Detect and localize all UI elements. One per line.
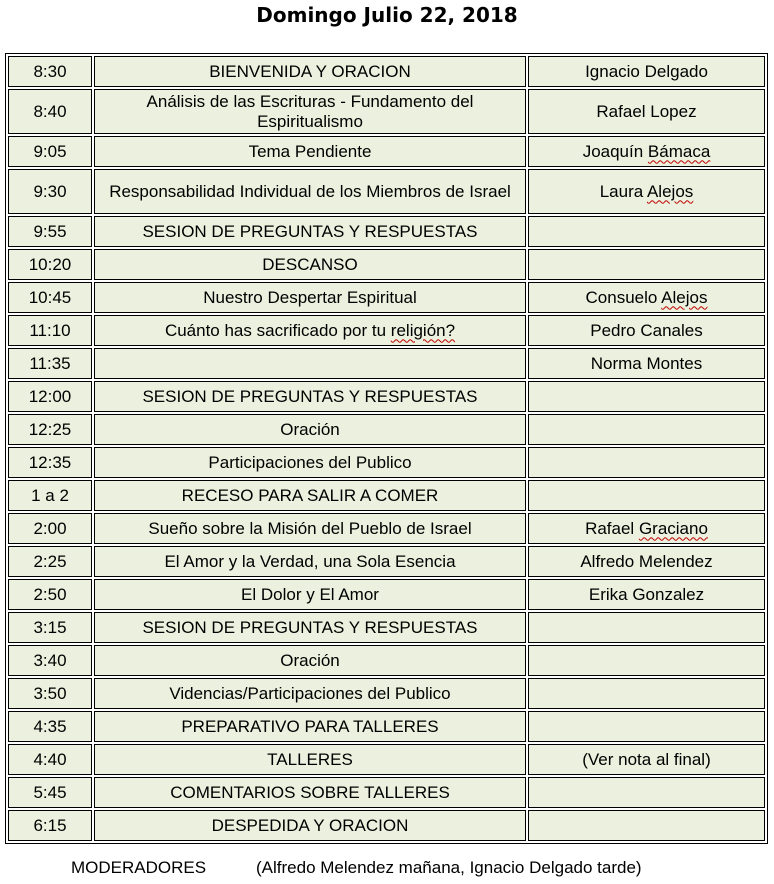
topic-cell: El Amor y la Verdad, una Sola Esencia: [94, 546, 526, 577]
schedule-row: [8, 744, 765, 775]
moderators-names: (Alfredo Melendez mañana, Ignacio Delgado tarde): [256, 858, 642, 877]
topic-cell: Sueño sobre la Misión del Pueblo de Israel: [94, 513, 526, 544]
schedule-row: [8, 579, 765, 610]
schedule-row: [8, 216, 765, 247]
speaker-cell: [528, 414, 765, 445]
time-cell: 2:00: [8, 513, 92, 544]
speaker-cell: [528, 381, 765, 412]
topic-cell: Análisis de las Escrituras - Fundamento del Espiritualismo: [94, 89, 526, 134]
speaker-text-spellcheck: Alejos: [646, 181, 694, 201]
schedule-row: [8, 315, 765, 346]
topic-cell: BIENVENIDA Y ORACION: [94, 56, 526, 87]
time-cell: 2:25: [8, 546, 92, 577]
time-cell: 8:30: [8, 56, 92, 87]
time-cell: 4:35: [8, 711, 92, 742]
page-title: Domingo Julio 22, 2018: [256, 3, 518, 27]
time-cell: 6:15: [8, 810, 92, 841]
time-cell: 5:45: [8, 777, 92, 808]
time-cell: 11:35: [8, 348, 92, 379]
time-cell: 10:45: [8, 282, 92, 313]
topic-cell: DESPEDIDA Y ORACION: [94, 810, 526, 841]
speaker-cell: Rafael Lopez: [528, 89, 765, 134]
topic-cell: SESION DE PREGUNTAS Y RESPUESTAS: [94, 381, 526, 412]
speaker-text: Consuelo: [585, 287, 662, 307]
time-cell: 4:40: [8, 744, 92, 775]
schedule-row: [8, 414, 765, 445]
topic-cell: DESCANSO: [94, 249, 526, 280]
topic-cell: Oración: [94, 645, 526, 676]
topic-cell: COMENTARIOS SOBRE TALLERES: [94, 777, 526, 808]
speaker-text: Joaquín: [582, 141, 648, 161]
time-cell: 11:10: [8, 315, 92, 346]
speaker-cell: [528, 645, 765, 676]
speaker-cell: Alfredo Melendez: [528, 546, 765, 577]
schedule-table: [5, 53, 768, 844]
time-cell: 12:35: [8, 447, 92, 478]
speaker-cell: [528, 216, 765, 247]
speaker-cell: [528, 136, 765, 167]
topic-cell: SESION DE PREGUNTAS Y RESPUESTAS: [94, 612, 526, 643]
speaker-cell: [528, 513, 765, 544]
schedule-row: [8, 711, 765, 742]
speaker-cell: [528, 612, 765, 643]
time-cell: 9:05: [8, 136, 92, 167]
speaker-cell: [528, 777, 765, 808]
time-cell: 8:40: [8, 89, 92, 134]
speaker-text-spellcheck: Bámaca: [647, 141, 711, 161]
schedule-row: [8, 546, 765, 577]
schedule-row: [8, 249, 765, 280]
time-cell: 10:20: [8, 249, 92, 280]
topic-cell: Oración: [94, 414, 526, 445]
speaker-cell: [528, 169, 765, 214]
time-cell: 3:15: [8, 612, 92, 643]
speaker-text: Laura: [599, 181, 647, 201]
speaker-cell: [528, 810, 765, 841]
topic-cell: Tema Pendiente: [94, 136, 526, 167]
speaker-text: Rafael: [585, 518, 639, 538]
speaker-cell: Ignacio Delgado: [528, 56, 765, 87]
time-cell: 3:40: [8, 645, 92, 676]
topic-cell: Videncias/Participaciones del Publico: [94, 678, 526, 709]
schedule-body: [8, 56, 765, 841]
schedule-row: [8, 513, 765, 544]
time-cell: 9:55: [8, 216, 92, 247]
speaker-cell: [528, 678, 765, 709]
topic-text-spellcheck: religión?: [390, 320, 456, 340]
topic-cell: TALLERES: [94, 744, 526, 775]
topic-cell: [94, 348, 526, 379]
schedule-row: [8, 645, 765, 676]
schedule-row: [8, 282, 765, 313]
speaker-cell: [528, 447, 765, 478]
schedule-row: [8, 89, 765, 134]
schedule-row: [8, 169, 765, 214]
topic-cell: Nuestro Despertar Espiritual: [94, 282, 526, 313]
schedule-row: [8, 612, 765, 643]
speaker-cell: Erika Gonzalez: [528, 579, 765, 610]
topic-cell: Responsabilidad Individual de los Miembros de Israel: [94, 169, 526, 214]
speaker-cell: [528, 711, 765, 742]
speaker-cell: [528, 249, 765, 280]
time-cell: 12:00: [8, 381, 92, 412]
time-cell: 1 a 2: [8, 480, 92, 511]
speaker-cell: Pedro Canales: [528, 315, 765, 346]
speaker-cell: [528, 480, 765, 511]
topic-cell: Participaciones del Publico: [94, 447, 526, 478]
schedule-row: [8, 810, 765, 841]
topic-cell: SESION DE PREGUNTAS Y RESPUESTAS: [94, 216, 526, 247]
moderators-label: MODERADORES: [71, 858, 207, 877]
schedule-row: [8, 381, 765, 412]
speaker-text-spellcheck: Alejos: [661, 287, 708, 307]
time-cell: 12:25: [8, 414, 92, 445]
schedule-row: [8, 447, 765, 478]
time-cell: 2:50: [8, 579, 92, 610]
speaker-text-spellcheck: Graciano: [638, 518, 708, 538]
topic-text: Cuánto has sacrificado por tu: [164, 320, 391, 340]
speaker-cell: [528, 282, 765, 313]
topic-cell: [94, 315, 526, 346]
schedule-row: [8, 678, 765, 709]
topic-cell: El Dolor y El Amor: [94, 579, 526, 610]
time-cell: 3:50: [8, 678, 92, 709]
schedule-row: [8, 136, 765, 167]
time-cell: 9:30: [8, 169, 92, 214]
schedule-row: [8, 777, 765, 808]
speaker-cell: (Ver nota al final): [528, 744, 765, 775]
schedule-row: [8, 480, 765, 511]
schedule-row: [8, 56, 765, 87]
topic-cell: PREPARATIVO PARA TALLERES: [94, 711, 526, 742]
topic-cell: RECESO PARA SALIR A COMER: [94, 480, 526, 511]
speaker-cell: Norma Montes: [528, 348, 765, 379]
schedule-row: [8, 348, 765, 379]
